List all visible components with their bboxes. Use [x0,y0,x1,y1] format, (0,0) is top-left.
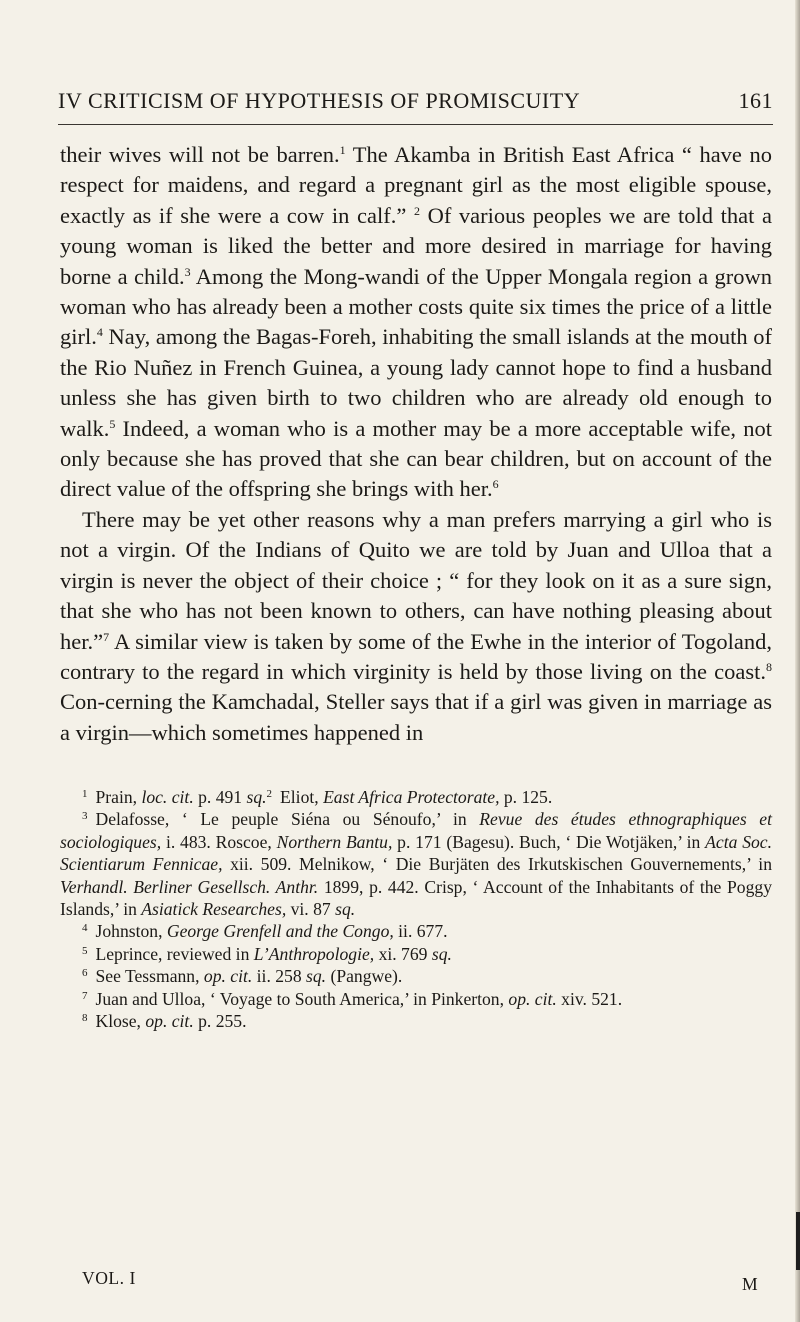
volume-signature: VOL. I [82,1268,136,1288]
footnote: $^5$ Leprince, reviewed in L’Anthropologie, xi. 769 sq. [82,943,452,964]
footnote: $^3$ Delafosse, ‘ Le peuple Siéna ou Sénoufo,’ in Revue des études ethnographiques et sociologiques, i. 483. Roscoe, Northern Bantu, p. 171 (Bagesu). Buch, ‘ Die Wotjäken,’ in Acta Soc. Scientiarum Fennicae, xii. 509. Melnikow, ‘ Die Burjäten des Irkutskischen Gouvernements,’ in Verhandl. Berliner Gesellsch. Anthr. 1899, p. 442. Crisp, ‘ Account of the Inhabitants of the Poggy Islands,’ in Asiatick Researches, vi. 87 sq. [60,809,772,920]
footnote-ref: 6 [492,477,499,492]
footnote-ref: 3 [184,264,191,279]
footnote: $^1$ Prain, loc. cit. p. 491 sq.$^2$ Eliot, East Africa Protectorate, p. 125. [82,787,553,807]
footnote-ref: 1 [339,143,346,157]
paragraph: There may be yet other reasons why a man prefers marrying a girl who is not a virgin. Of the Indians of Quito we are told by Juan and Ulloa that a virgin is never the object of their choice ; “ for they look on it as a sure sign, that she who has not been known to others, can have nothing pleasing about her.”$^7$ A similar view is taken by some of the Ewhe in the interior of Togoland, contrary to the regard in which virginity is held by those living on the coast.$^8$ Con-cerning the Kamchadal, Steller says that if a girl was given in marriage as a virgin—which sometimes happened in [60,506,772,745]
chapter-number: IV [58,88,83,113]
header-rule [58,124,773,125]
footnote-ref: 8 [766,659,772,674]
footnote-ref: 2 [413,203,420,218]
gathering-mark: M [742,1274,758,1294]
page-edge [795,0,800,1322]
footnote: $^7$ Juan and Ulloa, ‘ Voyage to South America,’ in Pinkerton, op. cit. xiv. 521. [82,988,623,1009]
running-header [58,88,773,118]
footnote-ref: 4 [96,325,103,340]
footnote-ref: 5 [109,416,116,431]
body-text [60,140,772,748]
edge-mark [796,1212,800,1270]
running-title: CRITICISM OF HYPOTHESIS OF PROMISCUITY [88,88,581,113]
footnote: $^6$ See Tessmann, op. cit. ii. 258 sq. (Pangwe). [82,966,403,987]
page-number: 161 [738,88,773,113]
footnote: $^8$ Klose, op. cit. p. 255. [82,1011,247,1032]
paragraph: their wives will not be barren.$^1$ The Akamba in British East Africa “ have no respect for maidens, and regard a pregnant girl as the most eligible spouse, exactly as if she were a cow in calf.” $^2$ Of various peoples we are told that a young woman is liked the better and more desired in marriage for having borne a child.$^3$ Among the Mong-wandi of the Upper Mongala region a grown woman who has already been a mother costs quite six times the price of a little girl.$^4$ Nay, among the Bagas-Foreh, inhabiting the small islands at the mouth of the Rio Nuñez in French Guinea, a young lady cannot hope to find a husband unless she has given birth to two children who are already old enough to walk.$^5$ Indeed, a woman who is a mother may be a more acceptable wife, not only because she has proved that she can bear children, but on account of the direct value of the offspring she brings with her.$^6$ [60,142,772,502]
footnotes [60,786,772,1032]
footnote: $^4$ Johnston, George Grenfell and the Congo, ii. 677. [82,921,448,942]
footnote-ref: 7 [103,629,110,644]
